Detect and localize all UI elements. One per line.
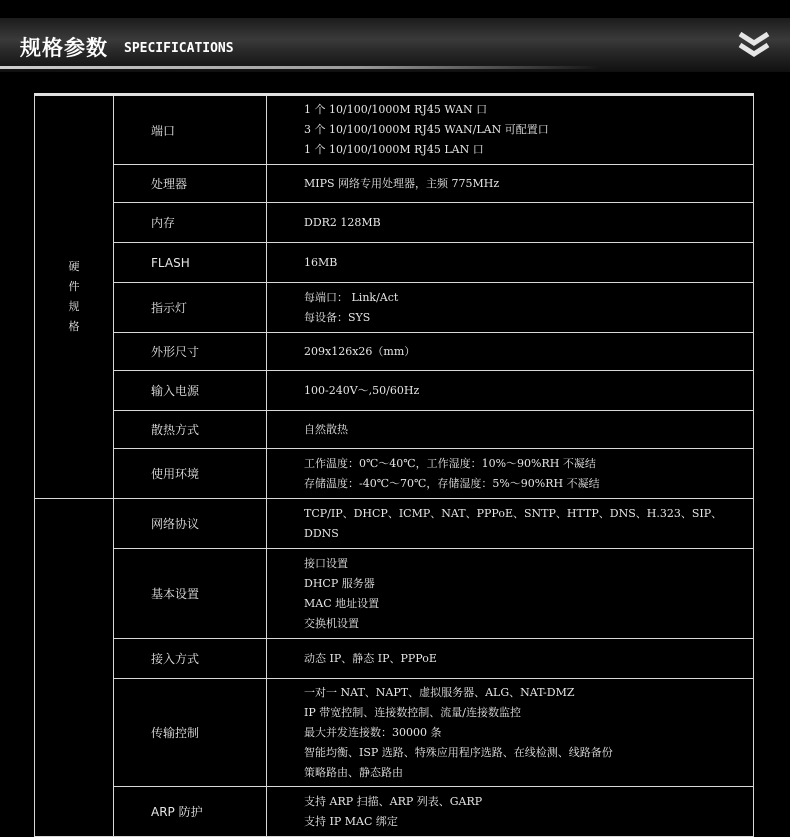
spec-value-line: DHCP 服务器 xyxy=(304,576,375,590)
spec-name: 散热方式 xyxy=(114,411,267,449)
spec-row xyxy=(35,203,754,243)
spec-value-line: 支持 IP MAC 绑定 xyxy=(304,814,398,828)
spec-value-line: 1 个 10/100/1000M RJ45 LAN 口 xyxy=(304,143,484,156)
spec-row xyxy=(35,411,754,449)
spec-value xyxy=(267,95,754,165)
spec-value xyxy=(267,787,754,837)
spec-value-line: 1 个 10/100/1000M RJ45 WAN 口 xyxy=(304,103,488,116)
spec-value xyxy=(267,639,754,679)
spec-name: 输入电源 xyxy=(114,371,267,411)
section-title: 规格参数 xyxy=(20,36,108,60)
spec-value-line: 一对一 NAT、NAPT、虚拟服务器、ALG、NAT-DMZ xyxy=(304,685,575,699)
spec-name: 接入方式 xyxy=(114,639,267,679)
spec-row xyxy=(35,499,754,549)
spec-name: 指示灯 xyxy=(114,283,267,333)
spec-value-line: 工作温度：0℃～40℃，工作湿度：10%～90%RH 不凝结 xyxy=(304,456,596,470)
spec-value-line: 策略路由、静态路由 xyxy=(304,765,403,779)
spec-value-line: MAC 地址设置 xyxy=(304,596,380,610)
spec-row xyxy=(35,333,754,371)
spec-row xyxy=(35,549,754,639)
spec-value xyxy=(267,411,754,449)
spec-row xyxy=(35,679,754,787)
group-label xyxy=(35,499,114,837)
spec-value-line: 3 个 10/100/1000M RJ45 WAN/LAN 可配置口 xyxy=(304,123,549,136)
spec-value-line: 支持 ARP 扫描、ARP 列表、GARP xyxy=(304,794,483,808)
spec-value xyxy=(267,203,754,243)
spec-name: ARP 防护 xyxy=(114,787,267,837)
spec-row xyxy=(35,165,754,203)
spec-row xyxy=(35,639,754,679)
spec-name: 网络协议 xyxy=(114,499,267,549)
spec-value xyxy=(267,283,754,333)
spec-name: 使用环境 xyxy=(114,449,267,499)
spec-row xyxy=(35,283,754,333)
spec-row xyxy=(35,243,754,283)
spec-value-line: MIPS 网络专用处理器，主频 775MHz xyxy=(304,176,500,190)
spec-value xyxy=(267,499,754,549)
spec-row xyxy=(35,787,754,837)
spec-value xyxy=(267,549,754,639)
spec-row xyxy=(35,449,754,499)
spec-value-line: 智能均衡、ISP 选路、特殊应用程序选路、在线检测、线路备份 xyxy=(304,745,613,759)
section-subtitle: SPECIFICATIONS xyxy=(124,41,234,56)
spec-value-line: 100-240V～,50/60Hz xyxy=(304,383,420,397)
spec-name: 传输控制 xyxy=(114,679,267,787)
spec-value-line: 209x126x26（mm） xyxy=(304,344,416,358)
spec-name: 内存 xyxy=(114,203,267,243)
spec-value-line: 自然散热 xyxy=(304,422,348,436)
spec-value-line: TCP/IP、DHCP、ICMP、NAT、PPPoE、SNTP、HTTP、DNS、H.323、SIP、 xyxy=(304,506,723,520)
spec-name: 端口 xyxy=(114,95,267,165)
spec-value xyxy=(267,333,754,371)
section-header xyxy=(0,18,790,72)
spec-value xyxy=(267,165,754,203)
spec-row xyxy=(35,371,754,411)
spec-table xyxy=(34,93,754,837)
spec-value-line: 最大并发连接数：30000 条 xyxy=(304,725,442,739)
spec-name: 外形尺寸 xyxy=(114,333,267,371)
spec-value-line: IP 带宽控制、连接数控制、流量/连接数监控 xyxy=(304,705,521,719)
double-chevron-down-icon[interactable] xyxy=(736,30,772,60)
spec-value xyxy=(267,371,754,411)
spec-value-line: DDR2 128MB xyxy=(304,215,381,229)
spec-value-line: 接口设置 xyxy=(304,556,348,570)
spec-value-line: 交换机设置 xyxy=(304,616,359,630)
group-label: 硬 件 规 格 xyxy=(35,95,114,499)
spec-value-line: 每设备：SYS xyxy=(304,310,371,324)
spec-value xyxy=(267,449,754,499)
spec-value xyxy=(267,679,754,787)
spec-value xyxy=(267,243,754,283)
spec-value-line: 动态 IP、静态 IP、PPPoE xyxy=(304,651,437,665)
spec-value-line: 16MB xyxy=(304,255,338,269)
spec-row xyxy=(35,95,754,165)
spec-value-line: 存储温度：-40℃～70℃，存储湿度：5%～90%RH 不凝结 xyxy=(304,476,600,490)
spec-value-line: 每端口： Link/Act xyxy=(304,290,399,304)
banner-bottom-line xyxy=(0,66,600,69)
spec-name: 基本设置 xyxy=(114,549,267,639)
spec-value-line: DDNS xyxy=(304,526,339,540)
spec-name: 处理器 xyxy=(114,165,267,203)
spec-name: FLASH xyxy=(114,243,267,283)
